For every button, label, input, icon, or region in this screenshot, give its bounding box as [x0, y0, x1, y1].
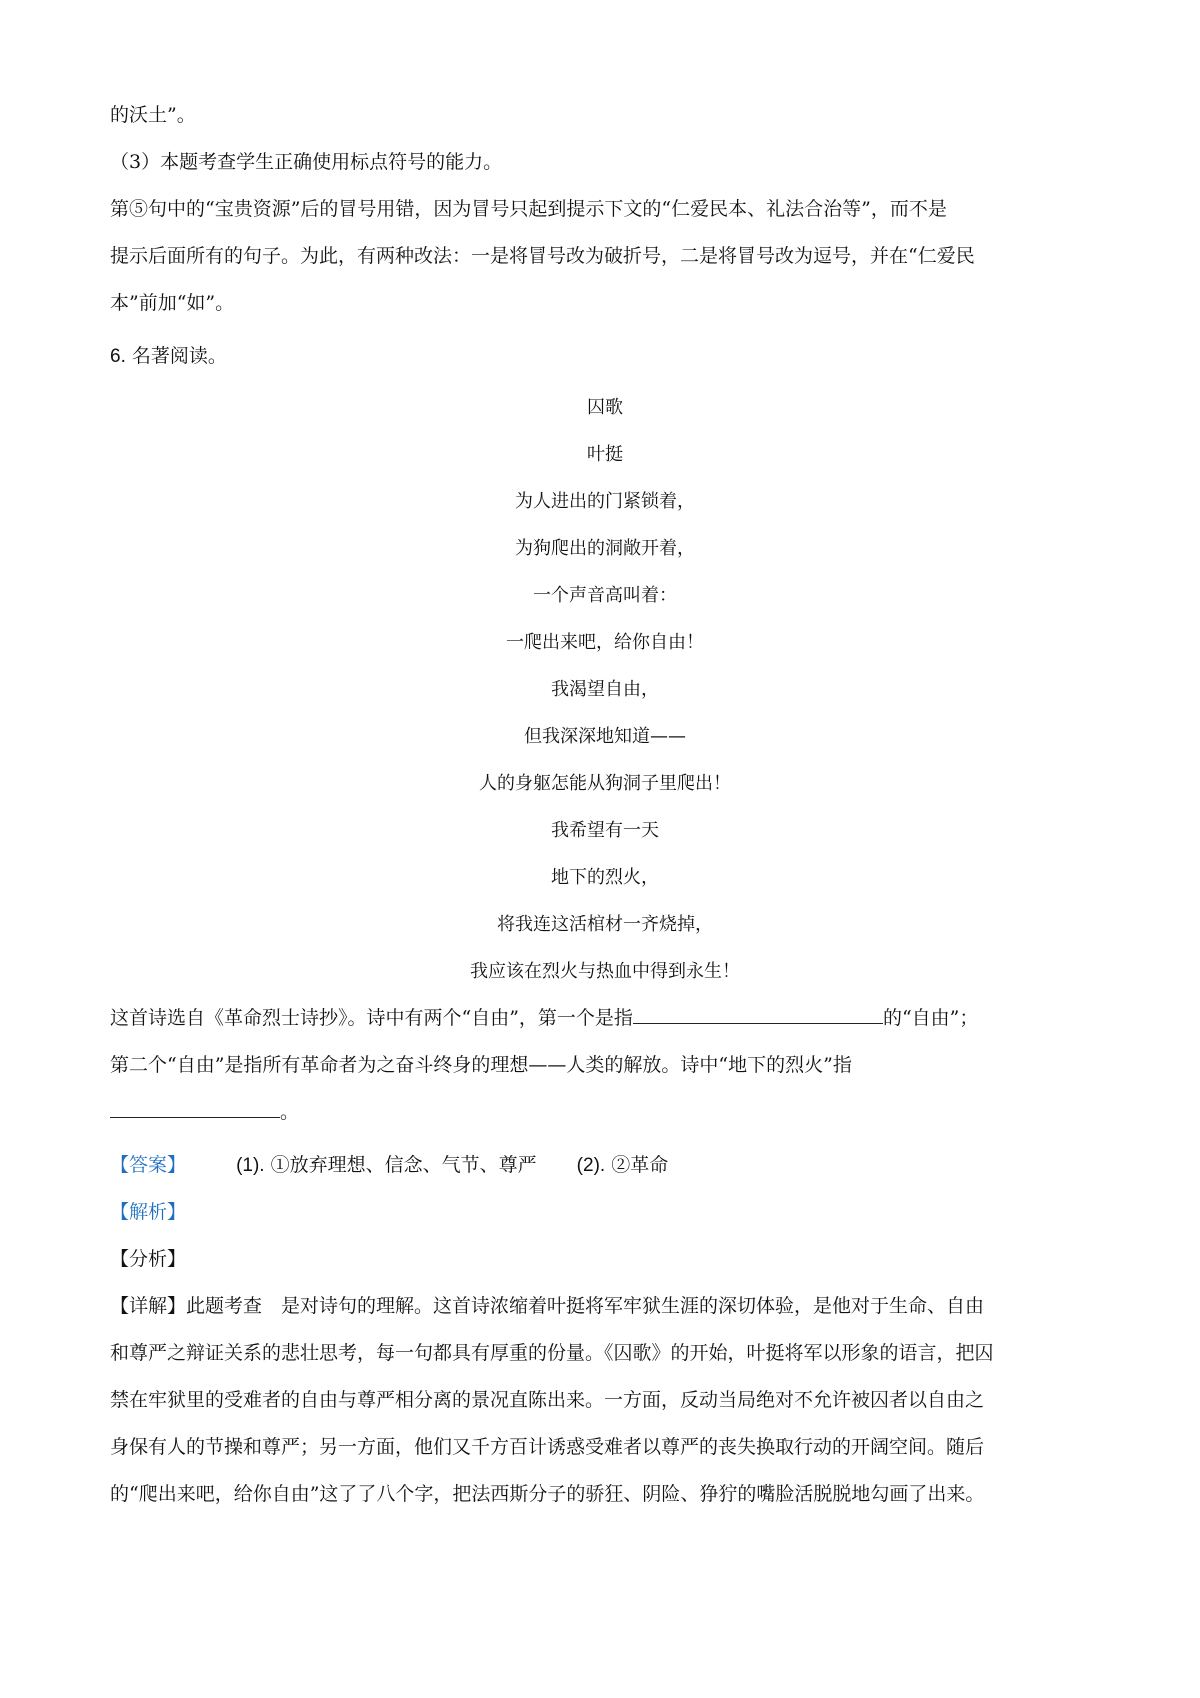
detail-line: 禁在牢狱里的受难者的自由与尊严相分离的景况直陈出来。一方面，反动当局绝对不允许被囚者以自由之: [110, 1389, 985, 1411]
answer-label: 【答案】: [110, 1154, 187, 1176]
detail-line: 和尊严之辩证关系的悲壮思考，每一句都具有厚重的份量。《囚歌》的开始，叶挺将军以形象的语言，把囚: [110, 1342, 994, 1364]
prompt-part1: 这首诗选自《革命烈士诗抄》。诗中有两个“自由”，第一个是指: [110, 1007, 633, 1029]
answer-2-text: ②革命: [611, 1154, 669, 1176]
poem-line: 为人进出的门紧锁着，: [515, 491, 695, 512]
detail-line: 身保有人的节操和尊严；另一方面，他们又千方百计诱惑受难者以尊严的丧失换取行动的开阔空间。随后: [110, 1436, 985, 1458]
question-title: 名著阅读。: [131, 345, 227, 367]
detail-line: 的“爬出来吧，给你自由”这了了八个字，把法西斯分子的骄狂、阴险、狰狞的嘴脸活脱脱地勾画了出来。: [110, 1483, 985, 1505]
text-line: 第⑤句中的“宝贵资源”后的冒号用错，因为冒号只起到提示下文的“仁爱民本、礼法合治等”，而不是: [110, 198, 947, 220]
question-heading: [110, 333, 1100, 380]
answer-2-number: (2).: [576, 1155, 606, 1176]
answer-1-text: ①放弃理想、信念、气节、尊严: [270, 1154, 537, 1176]
detail-line: [110, 1283, 1100, 1330]
answer-1-number: (1).: [236, 1155, 265, 1176]
poem-line: 一爬出来吧，给你自由！: [506, 632, 704, 653]
poem-line: 一个声音高叫着：: [533, 585, 677, 606]
text-line: 提示后面所有的句子。为此，有两种改法：一是将冒号改为破折号，二是将冒号改为逗号，并在“仁爱民: [110, 245, 975, 267]
poem-line: 将我连这活棺材一齐烧掉，: [497, 914, 713, 935]
prompt-end: 。: [280, 1101, 300, 1123]
poem-line: 我应该在烈火与热血中得到永生！: [470, 961, 740, 982]
poem-line: 为狗爬出的洞敞开着，: [515, 538, 695, 559]
text-line: （3）本题考查学生正确使用标点符号的能力。: [110, 151, 503, 173]
answer-blank-1[interactable]: [633, 1005, 883, 1024]
prompt-line-2: 第二个“自由”是指所有革命者为之奋斗终身的理想——人类的解放。诗中“地下的烈火”指: [110, 1054, 852, 1076]
document-page: [110, 92, 1100, 1518]
poem-line: 我渴望自由，: [551, 679, 659, 700]
fenxi-label: 【分析】: [110, 1248, 187, 1270]
text-line: 的沃土”。: [110, 104, 196, 126]
poem-title: 囚歌: [587, 397, 623, 418]
question-number: 6.: [110, 346, 126, 367]
detail-label: 【详解】: [110, 1295, 187, 1317]
poem-line: 地下的烈火，: [551, 867, 659, 888]
answer-row: [110, 1142, 1100, 1189]
prompt-line-3: [110, 1089, 1100, 1136]
poem-line: 人的身躯怎能从狗洞子里爬出！: [479, 773, 731, 794]
poem-line: 但我深深地知道——: [524, 726, 686, 747]
text-line: 本”前加“如”。: [110, 292, 235, 314]
poem-line: 我希望有一天: [551, 820, 659, 841]
answer-blank-2[interactable]: [110, 1099, 280, 1118]
prompt-line-1: [110, 995, 1100, 1042]
analysis-label: 【解析】: [110, 1201, 187, 1223]
poem-author: 叶挺: [587, 444, 623, 465]
prompt-part2: 的“自由”；: [882, 1007, 979, 1029]
detail-text: 此题考查 是对诗句的理解。这首诗浓缩着叶挺将军牢狱生涯的深切体验，是他对于生命、自由: [186, 1295, 985, 1317]
poem-block: [110, 384, 1100, 995]
